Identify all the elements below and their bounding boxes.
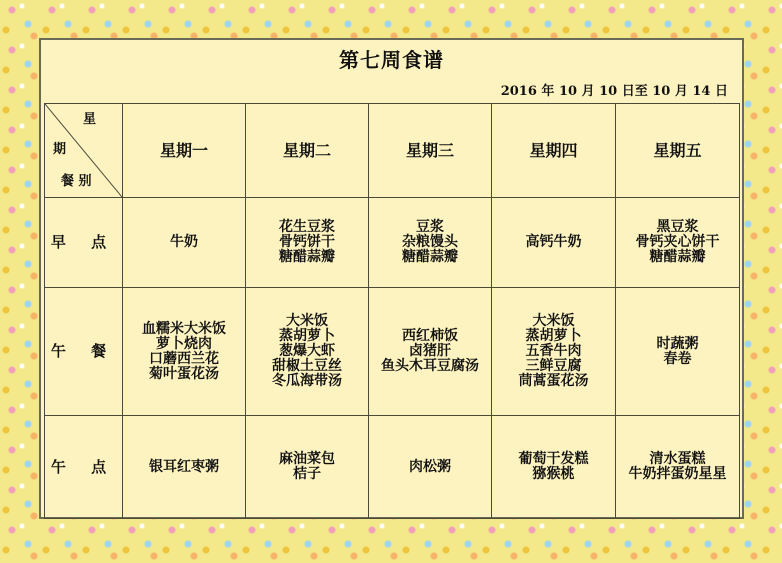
meal-label: 午 餐: [45, 288, 123, 416]
dish-item: 葡萄干发糕: [518, 451, 589, 467]
dish-item: 银耳红枣粥: [149, 458, 219, 475]
day-header-tue: 星期二: [246, 104, 369, 198]
dish-item: 茼蒿蛋花汤: [518, 373, 589, 389]
meal-label: 午 点: [45, 416, 123, 519]
dish-item: 杂粮馒头: [402, 234, 458, 250]
dish-item: 豆浆: [416, 219, 444, 235]
dish-item: 高钙牛奶: [525, 234, 582, 250]
menu-sheet: [39, 38, 744, 519]
dish-item: 鱼头木耳豆腐汤: [381, 358, 479, 374]
menu-cell: [246, 416, 369, 519]
day-header-fri: 星期五: [616, 104, 740, 198]
dish-item: 大米饭: [532, 313, 575, 329]
dish-item: 蒸胡萝卜: [525, 328, 582, 344]
dish-item: 肉松粥: [409, 458, 451, 475]
dish-item: 大米饭: [286, 313, 328, 329]
dish-item: 葱爆大虾: [279, 343, 335, 359]
dish-item: 冬瓜海带汤: [272, 373, 342, 389]
menu-cell: [369, 198, 492, 288]
corner-label-qi: 期: [53, 142, 67, 157]
dish-item: 五香牛肉: [525, 343, 582, 359]
dish-item: 黑豆浆: [656, 219, 699, 235]
corner-label-star: 星: [83, 112, 97, 127]
day-header-mon: 星期一: [123, 104, 246, 198]
dish-item: 麻油菜包: [279, 451, 335, 467]
dish-item: 三鲜豆腐: [525, 358, 582, 374]
menu-cell: [616, 416, 740, 519]
menu-cell: [246, 198, 369, 288]
dish-item: 菊叶蛋花汤: [149, 365, 219, 382]
dish-item: 甜椒土豆丝: [272, 358, 342, 374]
dish-item: 猕猴桃: [532, 466, 575, 482]
dish-item: 清水蛋糕: [649, 451, 706, 467]
dish-item: 骨钙饼干: [279, 234, 335, 250]
dish-item: 糖醋蒜瓣: [279, 249, 335, 265]
dish-item: 牛奶拌蛋奶星星: [628, 466, 727, 482]
menu-cell: [369, 288, 492, 416]
date-range: 2016 年 10 月 10 日至 10 月 14 日: [500, 84, 728, 99]
dish-item: 桔子: [293, 466, 321, 482]
dish-item: 时蔬粥: [656, 335, 699, 352]
corner-cell: [45, 104, 123, 198]
dish-item: 血糯米大米饭: [142, 320, 226, 337]
dish-item: 花生豆浆: [279, 219, 335, 235]
weekly-menu-table: [44, 103, 740, 519]
menu-cell: [246, 288, 369, 416]
menu-cell: [616, 198, 740, 288]
dish-item: 萝卜烧肉: [156, 335, 212, 352]
dish-item: 卤猪肝: [409, 343, 451, 359]
dish-item: 春卷: [663, 350, 692, 367]
page-title: 第七周食谱: [339, 48, 444, 72]
menu-cell: [369, 416, 492, 519]
dish-item: 糖醋蒜瓣: [649, 249, 706, 265]
header-row: [45, 104, 740, 198]
dish-item: 蒸胡萝卜: [279, 328, 335, 344]
meal-label: 早 点: [45, 198, 123, 288]
dish-item: 西红柿饭: [402, 328, 458, 344]
dish-item: 牛奶: [170, 234, 198, 250]
dish-item: 糖醋蒜瓣: [402, 249, 458, 265]
corner-label-meal: 餐 别: [61, 174, 92, 189]
meal-row-snack: [45, 416, 740, 519]
menu-cell: [123, 198, 246, 288]
day-header-wed: 星期三: [369, 104, 492, 198]
menu-cell: [492, 288, 616, 416]
menu-cell: [492, 198, 616, 288]
menu-cell: [123, 416, 246, 519]
menu-cell: [492, 416, 616, 519]
day-header-thu: 星期四: [492, 104, 616, 198]
dish-item: 口蘑西兰花: [149, 350, 219, 367]
menu-cell: [616, 288, 740, 416]
dish-item: 骨钙夹心饼干: [635, 234, 720, 250]
meal-row-lunch: [45, 288, 740, 416]
meal-row-breakfast: [45, 198, 740, 288]
menu-cell: [123, 288, 246, 416]
